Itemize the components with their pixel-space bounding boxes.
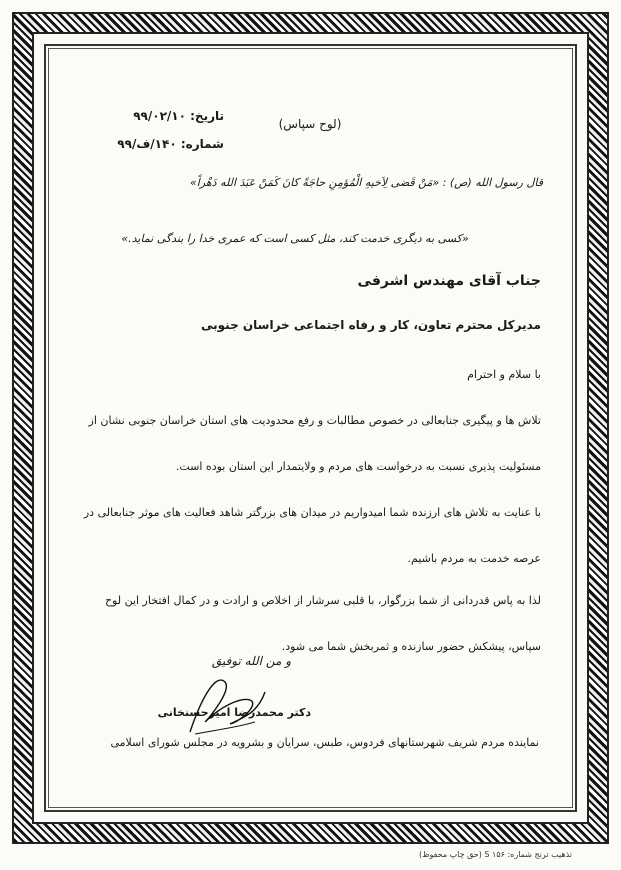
- greeting: با سلام و احترام: [467, 368, 541, 381]
- date-line: [74, 102, 224, 130]
- document-title: (لوح سپاس): [278, 117, 342, 131]
- number-line: [74, 130, 224, 158]
- number-value: ۱۴۰/ف/۹۹: [117, 137, 177, 151]
- closing-phrase: و من الله توفیق: [211, 654, 291, 668]
- date-label: تاریخ:: [190, 109, 224, 123]
- number-label: شماره:: [180, 137, 224, 151]
- paragraph-3: لذا به پاس قدردانی از شما بزرگوار، با قلبی سرشار از اخلاص و ارادت و در کمال افتخار این لوح سپاس، پیشکش حضور سازنده و ثمربخش شما می شود.: [104, 594, 541, 653]
- hadith-arabic: قال رسول الله (ص) : «مَنْ قَضی لِاَخیهِ الْمُؤمِنِ حاجَةً کانَ کَمَنْ عَبَدَ الله دَهْراً»: [189, 176, 543, 189]
- print-footer: تذهیب ترنج شماره: ۱۵۶ S (حق چاپ محفوظ): [418, 850, 572, 859]
- document-meta: [74, 102, 224, 158]
- signer-position: نماینده مردم شریف شهرستانهای فردوس، طبس، سرایان و بشرویه در مجلس شورای اسلامی: [110, 736, 539, 749]
- hadith-translation: «کسی به دیگری خدمت کند، مثل کسی است که عمری خدا را بندگی نماید.»: [121, 232, 469, 245]
- paragraph-1: تلاش ها و پیگیری جنابعالی در خصوص مطالبات و رفع محدودیت های استان خراسان جنوبی نشان از مسئولیت پذیری نسبت به درخواست های مردم و ولایتمدار این استان بوده است.: [88, 414, 541, 473]
- signer-name: دکتر محمدرضا امیرحسنخانی: [157, 706, 311, 719]
- recipient-name: جناب آقای مهندس اشرفی: [357, 273, 541, 289]
- date-value: ۹۹/۰۲/۱۰: [133, 109, 186, 123]
- recipient-title: مدیرکل محترم تعاون، کار و رفاه اجتماعی خراسان جنوبی: [201, 318, 541, 332]
- handwritten-signature: [170, 662, 270, 742]
- paragraph-2: با عنایت به تلاش های ارزنده شما امیدواریم در میدان های بزرگتر شاهد فعالیت های موثر جنابعالی در عرصه خدمت به مردم باشیم.: [83, 506, 541, 565]
